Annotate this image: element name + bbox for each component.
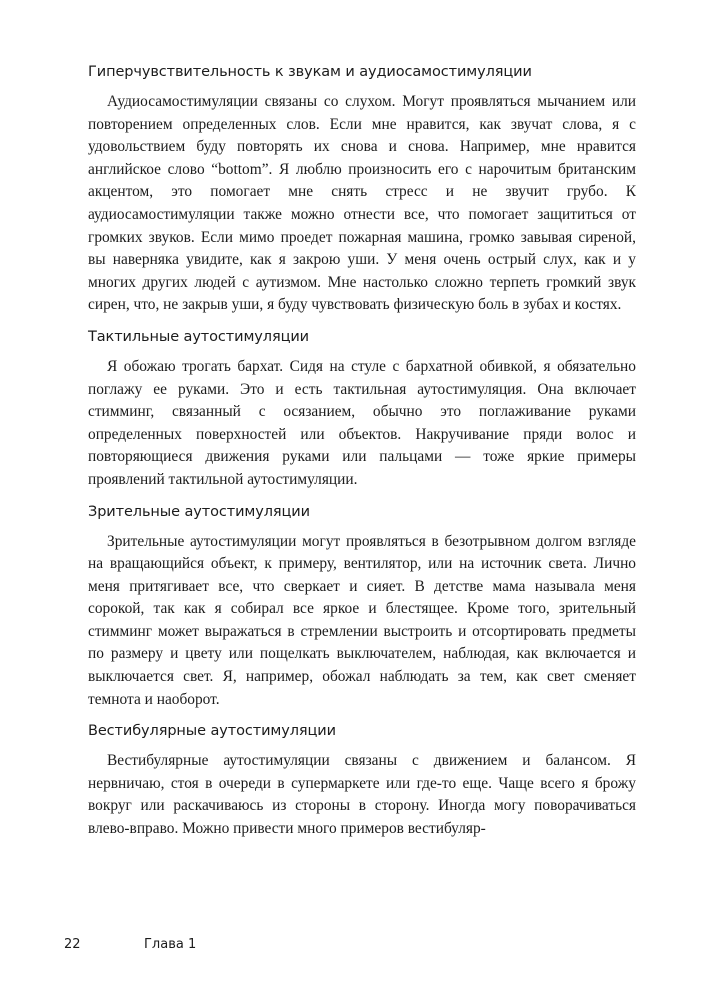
section-heading: Зрительные аутостимуляции xyxy=(88,503,310,520)
page-content xyxy=(88,62,636,841)
section-paragraph: Я обожаю трогать бархат. Сидя на стуле с бархатной обивкой, я обязательно поглажу ее руками. Это и есть тактильная аутостимуляция. Она включает стимминг, связанный с осязанием, обычно это поглаживание руками определенных поверхностей или объектов. Накручивание пряди волос и повторяющиеся движения руками или пальцами — тоже яркие примеры проявлений тактильной аутостимуляции. xyxy=(88,357,636,488)
section-tactile-stimulation xyxy=(88,327,636,492)
section-heading: Вестибулярные аутостимуляции xyxy=(88,723,336,740)
section-audio-stimulation xyxy=(88,62,636,317)
section-paragraph: Зрительные аутостимуляции могут проявляться в безотрывном долгом взгляде на вращающийся объект, к примеру, вентилятор, или на источник света. Лично меня притягивает все, что сверкает и сияет. В детстве мама называла меня сорокой, так как я собирал все яркое и блестящее. Кроме того, зрительный стимминг может выражаться в стремлении выстроить и отсортировать предметы по размеру и цвету или пощелкать выключателем, наблюдая, как включается и выключается свет. Я, например, обожал наблюдать за тем, как свет сменяет темнота и наоборот. xyxy=(88,532,636,708)
section-paragraph: Аудиосамостимуляции связаны со слухом. Могут проявляться мычанием или повторением определенных слов. Если мне нравится, как звучат слова, я с удовольствием буду повторять их снова и снова. Например, мне нравится английское слово “bottom”. Я люблю произносить его с нарочитым британским акцентом, это помогает мне снять стресс и не звучит грубо. К аудиосамостимуляции также можно отнести все, что помогает защититься от громких звуков. Если мимо проедет пожарная машина, громко завывая сиреной, вы наверняка увидите, как я закрою уши. У меня очень острый слух, как и у многих других людей с аутизмом. Мне настолько сложно терпеть громкий звук сирен, что, не закрыв уши, я буду чувствовать физическую боль в зубах и костях. xyxy=(88,93,636,314)
chapter-label: Глава 1 xyxy=(144,937,197,952)
section-vestibular-stimulation xyxy=(88,721,636,840)
section-visual-stimulation xyxy=(88,502,636,712)
section-heading: Тактильные аутостимуляции xyxy=(88,328,309,345)
section-heading: Гиперчувствительность к звукам и аудиосамостимуляции xyxy=(88,64,532,80)
page-number: 22 xyxy=(64,937,81,952)
section-paragraph: Вестибулярные аутостимуляции связаны с движением и балансом. Я нервничаю, стоя в очереди в супермаркете или где-то еще. Чаще всего я брожу вокруг или раскачиваюсь из стороны в сторону. Иногда могу поворачиваться влево-вправо. Можно привести много примеров вестибуляр- xyxy=(88,752,636,838)
